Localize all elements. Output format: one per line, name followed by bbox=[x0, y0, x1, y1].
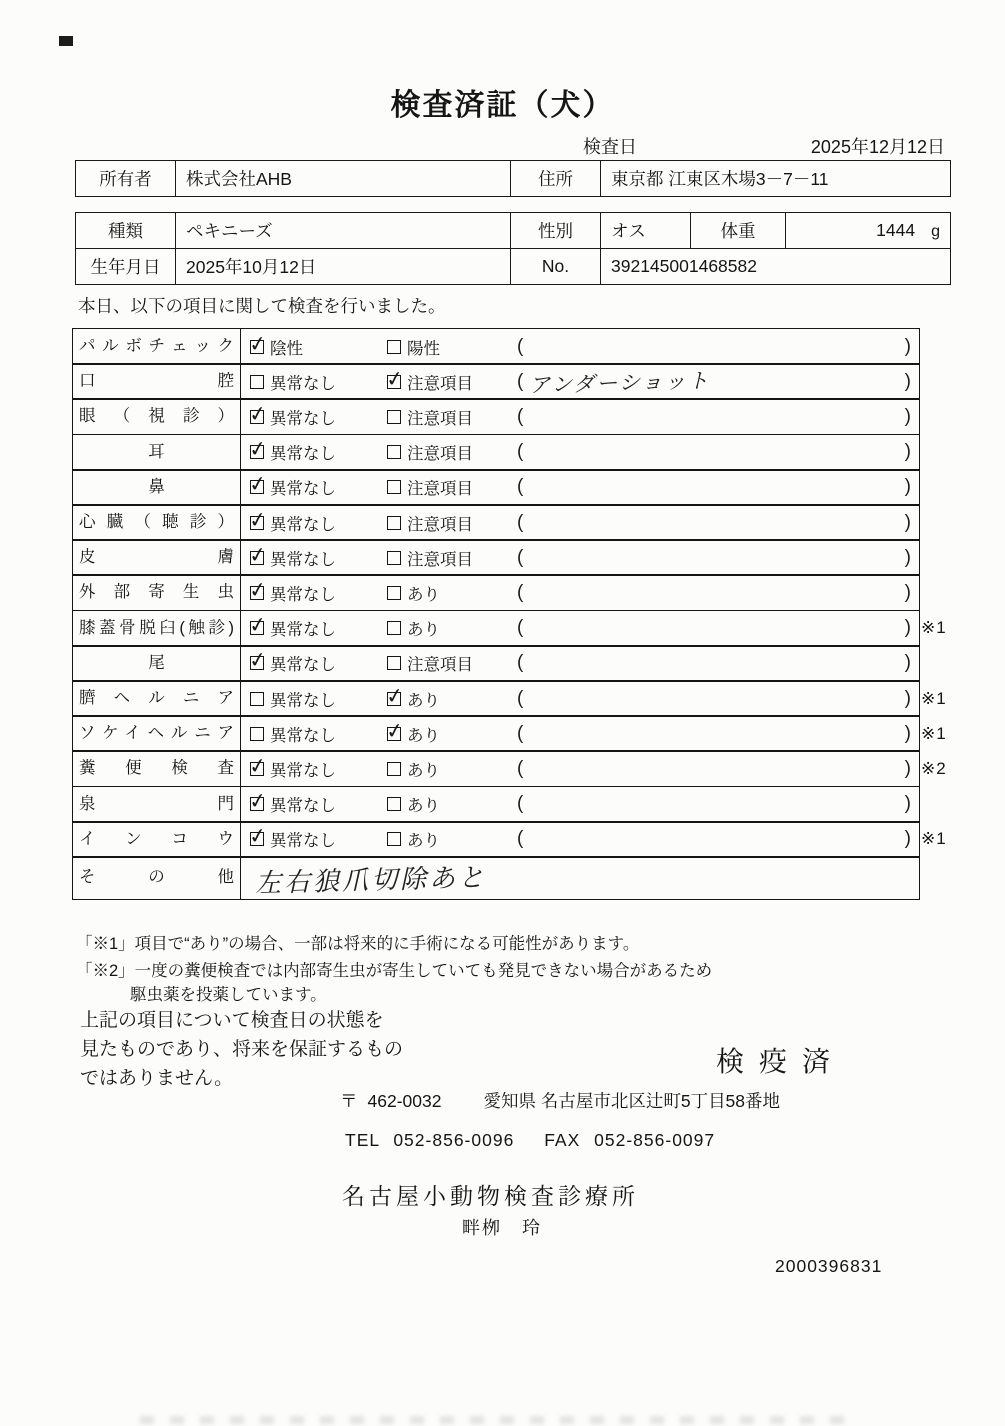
checkbox bbox=[250, 375, 264, 389]
check-option-1-label: 異常なし bbox=[270, 445, 336, 464]
check-option-1 bbox=[250, 335, 387, 359]
check-row-note-free bbox=[241, 857, 919, 899]
check-row-note bbox=[523, 654, 904, 672]
address-value: 東京都 江東区木場3－7－11 bbox=[601, 161, 951, 197]
check-option-2 bbox=[387, 651, 517, 675]
address-label: 住所 bbox=[511, 161, 601, 197]
checkbox bbox=[250, 727, 264, 741]
check-option-2 bbox=[387, 757, 517, 781]
check-row-options bbox=[241, 575, 919, 610]
check-row-note bbox=[523, 514, 904, 532]
check-row-label: インコウ bbox=[73, 822, 241, 857]
close-paren: ) bbox=[904, 476, 911, 498]
check-option-1-label: 異常なし bbox=[270, 761, 336, 780]
check-row-label: 心臓（聴診） bbox=[73, 505, 241, 540]
serial-number: 2000396831 bbox=[775, 1256, 883, 1276]
close-paren: ) bbox=[904, 405, 911, 427]
scan-artifact-mark bbox=[59, 36, 73, 46]
check-option-1 bbox=[250, 440, 387, 464]
checkbox bbox=[387, 445, 401, 459]
check-row bbox=[72, 504, 920, 541]
owner-row bbox=[76, 161, 951, 197]
checkbox bbox=[387, 586, 401, 600]
check-row-note bbox=[523, 760, 904, 778]
checkbox bbox=[250, 480, 264, 494]
check-option-1 bbox=[250, 370, 387, 394]
check-row bbox=[72, 610, 947, 647]
check-option-1 bbox=[250, 687, 387, 711]
close-paren: ) bbox=[904, 652, 911, 674]
clinic-address-line bbox=[340, 1088, 780, 1113]
no-value: 392145001468582 bbox=[601, 249, 951, 285]
open-paren: ( bbox=[517, 546, 524, 568]
check-option-2 bbox=[387, 616, 517, 640]
check-row-options bbox=[241, 646, 919, 681]
check-option-2-label: あり bbox=[407, 832, 440, 851]
check-row-label: パルボチェック bbox=[73, 329, 241, 364]
check-row bbox=[72, 786, 920, 823]
checkbox bbox=[387, 727, 401, 741]
birthdate-value: 2025年10月12日 bbox=[176, 249, 511, 285]
breed-value: ペキニーズ bbox=[176, 213, 511, 249]
check-option-1-label: 異常なし bbox=[270, 585, 336, 604]
check-row-label: 尾 bbox=[73, 646, 241, 681]
check-row-note bbox=[523, 478, 904, 496]
check-row-label: 泉門 bbox=[73, 787, 241, 822]
weight-value: 1444 bbox=[876, 220, 916, 240]
check-option-1-label: 異常なし bbox=[270, 409, 336, 428]
row-footnote-mark: ※1 bbox=[921, 723, 947, 743]
breed-label: 種類 bbox=[76, 213, 176, 249]
checkbox bbox=[250, 797, 264, 811]
check-option-1-label: 異常なし bbox=[270, 550, 336, 569]
sex-value: オス bbox=[601, 213, 691, 249]
check-option-2 bbox=[387, 792, 517, 816]
check-row bbox=[72, 856, 920, 900]
checkbox bbox=[250, 832, 264, 846]
open-paren: ( bbox=[517, 476, 524, 498]
checkbox bbox=[387, 762, 401, 776]
check-option-1 bbox=[250, 757, 387, 781]
check-option-2-label: あり bbox=[407, 726, 440, 745]
checkbox bbox=[387, 797, 401, 811]
check-option-1 bbox=[250, 722, 387, 746]
row-footnote-mark: ※1 bbox=[921, 688, 947, 708]
check-option-1-label: 異常なし bbox=[270, 691, 336, 710]
open-paren: ( bbox=[517, 441, 524, 463]
check-option-2 bbox=[387, 687, 517, 711]
open-paren: ( bbox=[517, 405, 524, 427]
disclaimer-line-2: 見たものであり、将来を保証するもの bbox=[80, 1039, 404, 1060]
quarantine-stamp: 検疫済 bbox=[716, 1046, 846, 1077]
checkbox bbox=[387, 340, 401, 354]
footnote-2-line1: 「※2」一度の糞便検査では内部寄生虫が寄生していても発見できない場合があるため bbox=[76, 962, 713, 980]
checkbox bbox=[250, 445, 264, 459]
close-paren: ) bbox=[904, 687, 911, 709]
fax-value: 052-856-0097 bbox=[594, 1130, 716, 1150]
open-paren: ( bbox=[517, 581, 524, 603]
check-option-2-label: 注意項目 bbox=[407, 445, 473, 464]
checkbox bbox=[387, 375, 401, 389]
check-row-options bbox=[241, 329, 919, 364]
check-option-1 bbox=[250, 792, 387, 816]
check-option-1 bbox=[250, 827, 387, 851]
checkbox bbox=[250, 656, 264, 670]
birthdate-row bbox=[76, 249, 951, 285]
check-row-options bbox=[241, 751, 919, 786]
check-row-options bbox=[241, 787, 919, 822]
check-option-2-label: 注意項目 bbox=[407, 550, 473, 569]
inspection-date-label: 検査日 bbox=[583, 137, 637, 157]
inspection-date-value: 2025年12月12日 bbox=[810, 137, 945, 157]
checkbox bbox=[250, 692, 264, 706]
check-option-1-label: 異常なし bbox=[270, 726, 336, 745]
open-paren: ( bbox=[517, 687, 524, 709]
check-option-2-label: 注意項目 bbox=[407, 656, 473, 675]
check-option-2 bbox=[387, 581, 517, 605]
checkbox bbox=[250, 621, 264, 635]
check-option-2 bbox=[387, 546, 517, 570]
check-row bbox=[72, 398, 920, 435]
intro-text: 本日、以下の項目に関して検査を行いました。 bbox=[78, 296, 446, 316]
check-row-note bbox=[523, 690, 904, 708]
checkbox bbox=[250, 762, 264, 776]
check-row bbox=[72, 469, 920, 506]
check-row bbox=[72, 328, 920, 365]
close-paren: ) bbox=[904, 511, 911, 533]
check-option-1-label: 異常なし bbox=[270, 797, 336, 816]
close-paren: ) bbox=[904, 757, 911, 779]
checkbox bbox=[387, 692, 401, 706]
check-option-2 bbox=[387, 370, 517, 394]
check-row-note bbox=[523, 725, 904, 743]
check-option-2 bbox=[387, 511, 517, 535]
checkbox bbox=[387, 480, 401, 494]
checkbox bbox=[387, 551, 401, 565]
check-row bbox=[72, 645, 920, 682]
check-row bbox=[72, 750, 947, 787]
animal-table bbox=[75, 212, 951, 285]
close-paren: ) bbox=[904, 335, 911, 357]
checkbox bbox=[387, 410, 401, 424]
postal-code: 462-0032 bbox=[367, 1091, 442, 1111]
check-option-2-label: あり bbox=[407, 585, 440, 604]
check-row-note bbox=[523, 549, 904, 567]
check-option-2-label: 注意項目 bbox=[407, 374, 473, 393]
check-option-2-label: あり bbox=[407, 621, 440, 640]
open-paren: ( bbox=[517, 652, 524, 674]
check-row-note bbox=[523, 338, 904, 356]
sex-label: 性別 bbox=[511, 213, 601, 249]
check-option-2-label: 注意項目 bbox=[407, 515, 473, 534]
tel-label: TEL bbox=[345, 1130, 380, 1150]
clinic-name: 名古屋小動物検査診療所 bbox=[342, 1183, 639, 1209]
check-option-1-label: 異常なし bbox=[270, 832, 336, 851]
check-row-label: 口腔 bbox=[73, 364, 241, 399]
check-row-options bbox=[241, 505, 919, 540]
close-paren: ) bbox=[904, 617, 911, 639]
check-row bbox=[72, 821, 947, 858]
check-option-1-label: 異常なし bbox=[270, 621, 336, 640]
check-row bbox=[72, 434, 920, 471]
row-footnote-mark: ※1 bbox=[921, 829, 947, 849]
check-row-label: 外部寄生虫 bbox=[73, 575, 241, 610]
check-row-options bbox=[241, 822, 919, 857]
close-paren: ) bbox=[904, 441, 911, 463]
check-option-2-label: あり bbox=[407, 761, 440, 780]
inspection-date-row bbox=[583, 133, 945, 159]
open-paren: ( bbox=[517, 511, 524, 533]
check-row-options bbox=[241, 681, 919, 716]
check-row-options bbox=[241, 611, 919, 646]
open-paren: ( bbox=[517, 335, 524, 357]
check-row-note bbox=[523, 584, 904, 602]
check-row bbox=[72, 363, 920, 400]
handwritten-note: アンダーショット bbox=[529, 369, 712, 397]
open-paren: ( bbox=[517, 793, 524, 815]
check-option-1 bbox=[250, 616, 387, 640]
check-option-1-label: 異常なし bbox=[270, 515, 336, 534]
close-paren: ) bbox=[904, 722, 911, 744]
check-row-options bbox=[241, 540, 919, 575]
footnote-2-line2: 駆虫薬を投薬しています。 bbox=[130, 986, 327, 1004]
checkbox bbox=[387, 832, 401, 846]
checkbox bbox=[250, 410, 264, 424]
check-option-1-label: 異常なし bbox=[270, 656, 336, 675]
check-row-note bbox=[523, 830, 904, 848]
check-option-2-label: あり bbox=[407, 691, 440, 710]
check-row-label: 臍ヘルニア bbox=[73, 681, 241, 716]
check-option-2 bbox=[387, 475, 517, 499]
check-option-2 bbox=[387, 335, 517, 359]
owner-value: 株式会社AHB bbox=[176, 161, 511, 197]
row-footnote-mark: ※2 bbox=[921, 758, 947, 778]
open-paren: ( bbox=[517, 757, 524, 779]
veterinarian-name: 畔栁 玲 bbox=[462, 1218, 542, 1238]
check-option-2-label: 注意項目 bbox=[407, 409, 473, 428]
breed-row bbox=[76, 213, 951, 249]
scan-artifact-bottom bbox=[140, 1416, 860, 1424]
check-option-1-label: 異常なし bbox=[270, 480, 336, 499]
check-option-1 bbox=[250, 511, 387, 535]
check-option-2 bbox=[387, 405, 517, 429]
check-row-note bbox=[523, 619, 904, 637]
checkbox bbox=[250, 586, 264, 600]
checkbox bbox=[250, 516, 264, 530]
check-option-1 bbox=[250, 581, 387, 605]
tel-value: 052-856-0096 bbox=[393, 1130, 515, 1150]
check-option-2 bbox=[387, 722, 517, 746]
open-paren: ( bbox=[517, 722, 524, 744]
checkbox bbox=[387, 656, 401, 670]
disclaimer-line-3: ではありません。 bbox=[80, 1068, 234, 1089]
clinic-contact-line bbox=[345, 1130, 715, 1151]
disclaimer-line-1: 上記の項目について検査日の状態を bbox=[80, 1010, 384, 1031]
checkbox bbox=[250, 551, 264, 565]
weight-unit: g bbox=[931, 223, 940, 240]
check-option-2-label: 注意項目 bbox=[407, 480, 473, 499]
check-row-note bbox=[523, 795, 904, 813]
check-row-label: その他 bbox=[73, 857, 241, 899]
check-row-label: 眼（視診） bbox=[73, 399, 241, 434]
postal-mark: 〒 bbox=[340, 1091, 358, 1111]
check-row-options bbox=[241, 399, 919, 434]
check-row bbox=[72, 539, 920, 576]
check-row-options bbox=[241, 470, 919, 505]
check-row-label: 鼻 bbox=[73, 470, 241, 505]
check-option-2-label: あり bbox=[407, 797, 440, 816]
checkbox bbox=[387, 516, 401, 530]
check-row bbox=[72, 715, 947, 752]
checklist-table bbox=[72, 328, 947, 900]
footnote-1: 「※1」項目で“あり”の場合、一部は将来的に手術になる可能性があります。 bbox=[76, 935, 640, 953]
document-title: 検査済証（犬） bbox=[390, 89, 615, 122]
check-option-1-label: 異常なし bbox=[270, 374, 336, 393]
weight-value-cell bbox=[786, 213, 951, 249]
close-paren: ) bbox=[904, 546, 911, 568]
check-option-1 bbox=[250, 405, 387, 429]
check-row-options bbox=[241, 716, 919, 751]
open-paren: ( bbox=[517, 617, 524, 639]
close-paren: ) bbox=[904, 581, 911, 603]
check-row-label: ソケイヘルニア bbox=[73, 716, 241, 751]
check-option-1-label: 陰性 bbox=[270, 339, 303, 358]
fax-label: FAX bbox=[544, 1130, 581, 1150]
check-option-2 bbox=[387, 827, 517, 851]
close-paren: ) bbox=[904, 793, 911, 815]
check-row-label: 耳 bbox=[73, 435, 241, 470]
open-paren: ( bbox=[517, 370, 524, 392]
row-footnote-mark: ※1 bbox=[921, 618, 947, 638]
check-row-options bbox=[241, 435, 919, 470]
checkbox bbox=[387, 621, 401, 635]
handwritten-note: 左右狼爪切除あと bbox=[254, 861, 488, 898]
clinic-address-text: 愛知県 名古屋市北区辻町5丁目58番地 bbox=[483, 1091, 781, 1111]
check-option-1 bbox=[250, 546, 387, 570]
check-row-note bbox=[523, 367, 904, 397]
checkbox bbox=[250, 340, 264, 354]
birthdate-label: 生年月日 bbox=[76, 249, 176, 285]
check-row bbox=[72, 680, 947, 717]
owner-label: 所有者 bbox=[76, 161, 176, 197]
close-paren: ) bbox=[904, 370, 911, 392]
check-row-label: 皮膚 bbox=[73, 540, 241, 575]
check-option-1 bbox=[250, 475, 387, 499]
no-label: No. bbox=[511, 249, 601, 285]
check-row-note bbox=[523, 408, 904, 426]
close-paren: ) bbox=[904, 828, 911, 850]
check-option-2 bbox=[387, 440, 517, 464]
check-row-label: 膝蓋骨脱臼(触診) bbox=[73, 611, 241, 646]
owner-table bbox=[75, 160, 951, 197]
open-paren: ( bbox=[517, 828, 524, 850]
check-row-note bbox=[523, 443, 904, 461]
check-row-label: 糞便検査 bbox=[73, 751, 241, 786]
check-row-options bbox=[241, 364, 919, 399]
check-row bbox=[72, 574, 920, 611]
check-option-1 bbox=[250, 651, 387, 675]
disclaimer-block bbox=[80, 1006, 403, 1093]
check-option-2-label: 陽性 bbox=[407, 339, 440, 358]
weight-label: 体重 bbox=[691, 213, 786, 249]
